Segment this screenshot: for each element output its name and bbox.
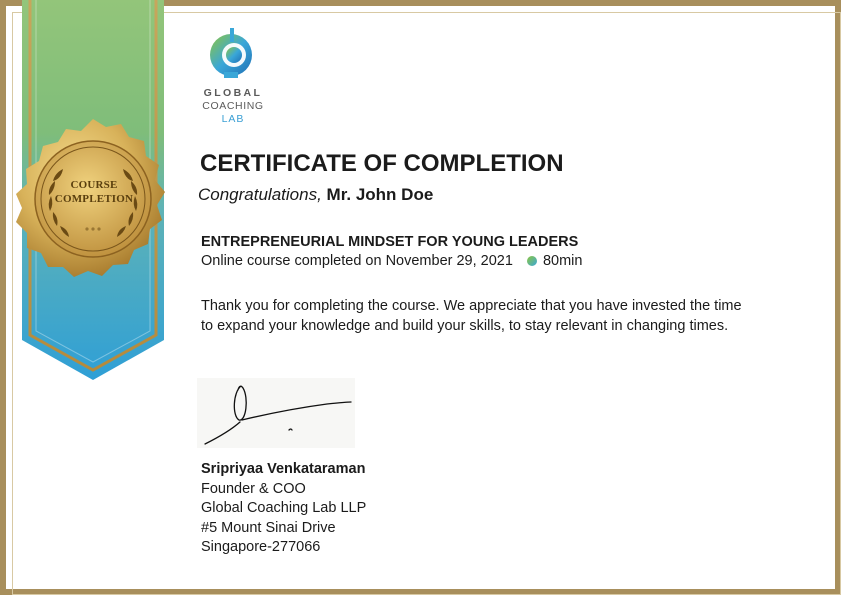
duration-text: 80min	[542, 253, 583, 269]
signer-block	[201, 460, 366, 558]
signature-image	[197, 378, 355, 448]
seal-line-completion: COMPLETION	[54, 193, 134, 205]
completion-date-text: Online course completed on November 29, 2021	[201, 253, 513, 269]
duration-dot-icon	[527, 256, 537, 266]
certificate-title: CERTIFICATE OF COMPLETION	[200, 150, 564, 177]
globe-logo-icon	[206, 26, 256, 80]
recipient-name: Mr. John Doe	[326, 185, 434, 204]
duration-badge	[527, 253, 583, 269]
thank-you-message	[201, 296, 811, 336]
congratulations-line	[198, 185, 433, 205]
seal-label	[34, 178, 154, 206]
congrats-lead: Congratulations,	[198, 185, 322, 204]
message-line-1: Thank you for completing the course. We appreciate that you have invested the time	[201, 298, 742, 314]
signer-address-line-2: Singapore-277066	[201, 539, 321, 555]
seal-line-course: COURSE	[70, 179, 118, 191]
signer-name: Sripriyaa Venkataraman	[201, 461, 366, 477]
course-name: ENTREPRENEURIAL MINDSET FOR YOUNG LEADERS	[201, 234, 579, 250]
signer-address-line-1: #5 Mount Sinai Drive	[201, 519, 336, 536]
logo-text-global: GLOBAL	[203, 87, 263, 99]
completion-info	[201, 253, 582, 269]
logo-text-coaching: COACHING	[202, 100, 264, 112]
logo-text-lab: LAB	[221, 113, 245, 125]
global-coaching-lab-logo	[192, 26, 274, 130]
message-line-2: to expand your knowledge and build your skills, to stay relevant in changing times.	[201, 318, 729, 334]
signer-role: Founder & COO	[201, 480, 306, 497]
signer-company: Global Coaching Lab LLP	[201, 500, 367, 516]
